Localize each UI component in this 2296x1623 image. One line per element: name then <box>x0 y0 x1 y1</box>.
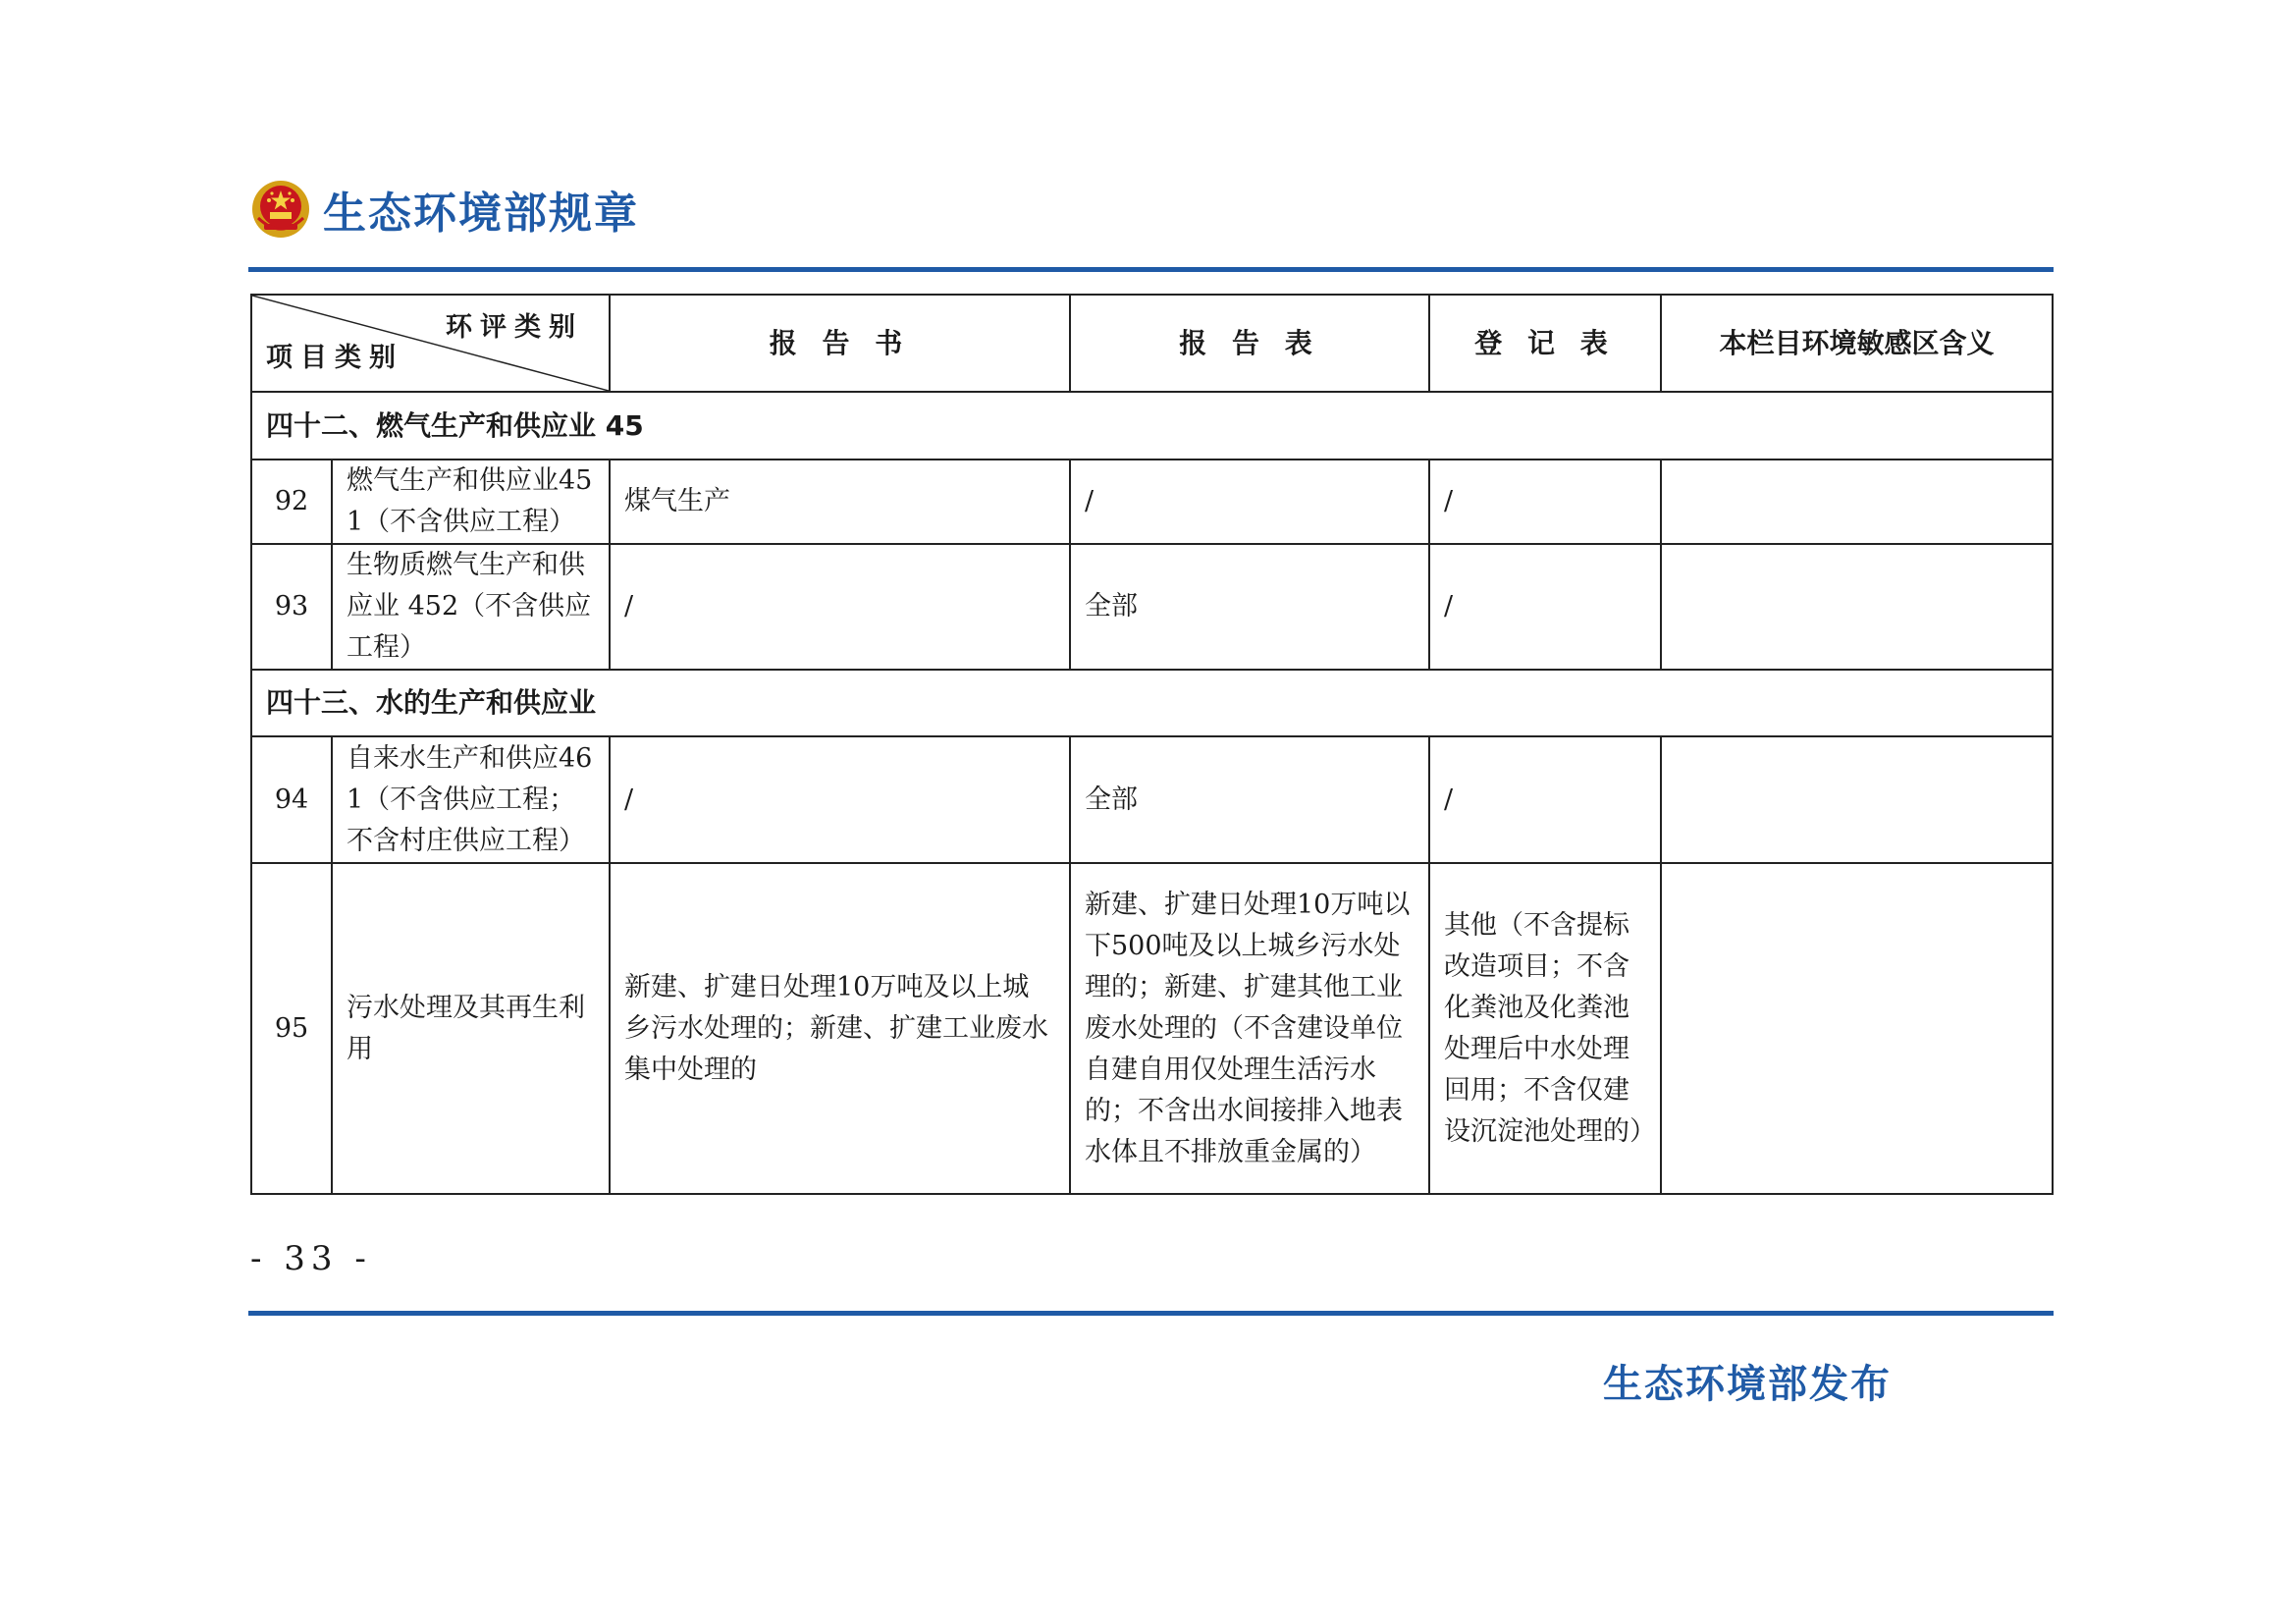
row-number: 95 <box>251 863 332 1194</box>
section-row <box>251 392 2053 460</box>
header-project-category: 项目类别 <box>266 343 403 373</box>
publisher-label: 生态环境部发布 <box>1603 1362 1892 1407</box>
report-book-cell: / <box>610 544 1070 670</box>
table-row <box>251 736 2053 863</box>
row-number: 94 <box>251 736 332 863</box>
header-report-book: 报 告 书 <box>610 295 1070 392</box>
sensitive-cell <box>1661 460 2053 544</box>
sensitive-cell <box>1661 544 2053 670</box>
project-name: 生物质燃气生产和供应业 452（不含供应工程） <box>332 544 610 670</box>
project-name: 燃气生产和供应业451（不含供应工程） <box>332 460 610 544</box>
report-form-cell: 新建、扩建日处理10万吨以下500吨及以上城乡污水处理的；新建、扩建其他工业废水处理的（不含建设单位自建自用仅处理生活污水的；不含出水间接排入地表水体且不排放重金属的） <box>1070 863 1429 1194</box>
report-book-cell: / <box>610 736 1070 863</box>
register-cell: / <box>1429 736 1661 863</box>
page-header <box>250 175 639 243</box>
section-heading-42: 四十二、燃气生产和供应业 45 <box>251 392 2053 460</box>
header-title: 生态环境部规章 <box>323 189 639 239</box>
row-number: 93 <box>251 544 332 670</box>
register-cell: / <box>1429 460 1661 544</box>
row-number: 92 <box>251 460 332 544</box>
project-name: 自来水生产和供应461（不含供应工程；不含村庄供应工程） <box>332 736 610 863</box>
header-rule <box>248 267 2054 272</box>
header-register-form: 登 记 表 <box>1429 295 1661 392</box>
report-book-cell: 新建、扩建日处理10万吨及以上城乡污水处理的；新建、扩建工业废水集中处理的 <box>610 863 1070 1194</box>
report-book-cell: 煤气生产 <box>610 460 1070 544</box>
sensitive-cell <box>1661 736 2053 863</box>
report-form-cell: / <box>1070 460 1429 544</box>
table-row <box>251 544 2053 670</box>
national-emblem-icon <box>250 179 311 240</box>
table-row <box>251 863 2053 1194</box>
register-cell: / <box>1429 544 1661 670</box>
report-form-cell: 全部 <box>1070 736 1429 863</box>
eia-category-table <box>250 294 2054 1195</box>
table-header-row <box>251 295 2053 392</box>
section-row <box>251 670 2053 736</box>
table-row <box>251 460 2053 544</box>
header-report-form: 报 告 表 <box>1070 295 1429 392</box>
section-heading-43: 四十三、水的生产和供应业 <box>251 670 2053 736</box>
diagonal-header-cell <box>251 295 610 392</box>
report-form-cell: 全部 <box>1070 544 1429 670</box>
register-cell: 其他（不含提标改造项目；不含化粪池及化粪池处理后中水处理回用；不含仅建设沉淀池处理的） <box>1429 863 1661 1194</box>
footer-rule <box>248 1311 2054 1316</box>
header-eia-category: 环评类别 <box>446 312 583 343</box>
header-sensitive-area: 本栏目环境敏感区含义 <box>1661 295 2053 392</box>
page-number: - 33 - <box>250 1239 372 1278</box>
project-name: 污水处理及其再生利用 <box>332 863 610 1194</box>
sensitive-cell <box>1661 863 2053 1194</box>
